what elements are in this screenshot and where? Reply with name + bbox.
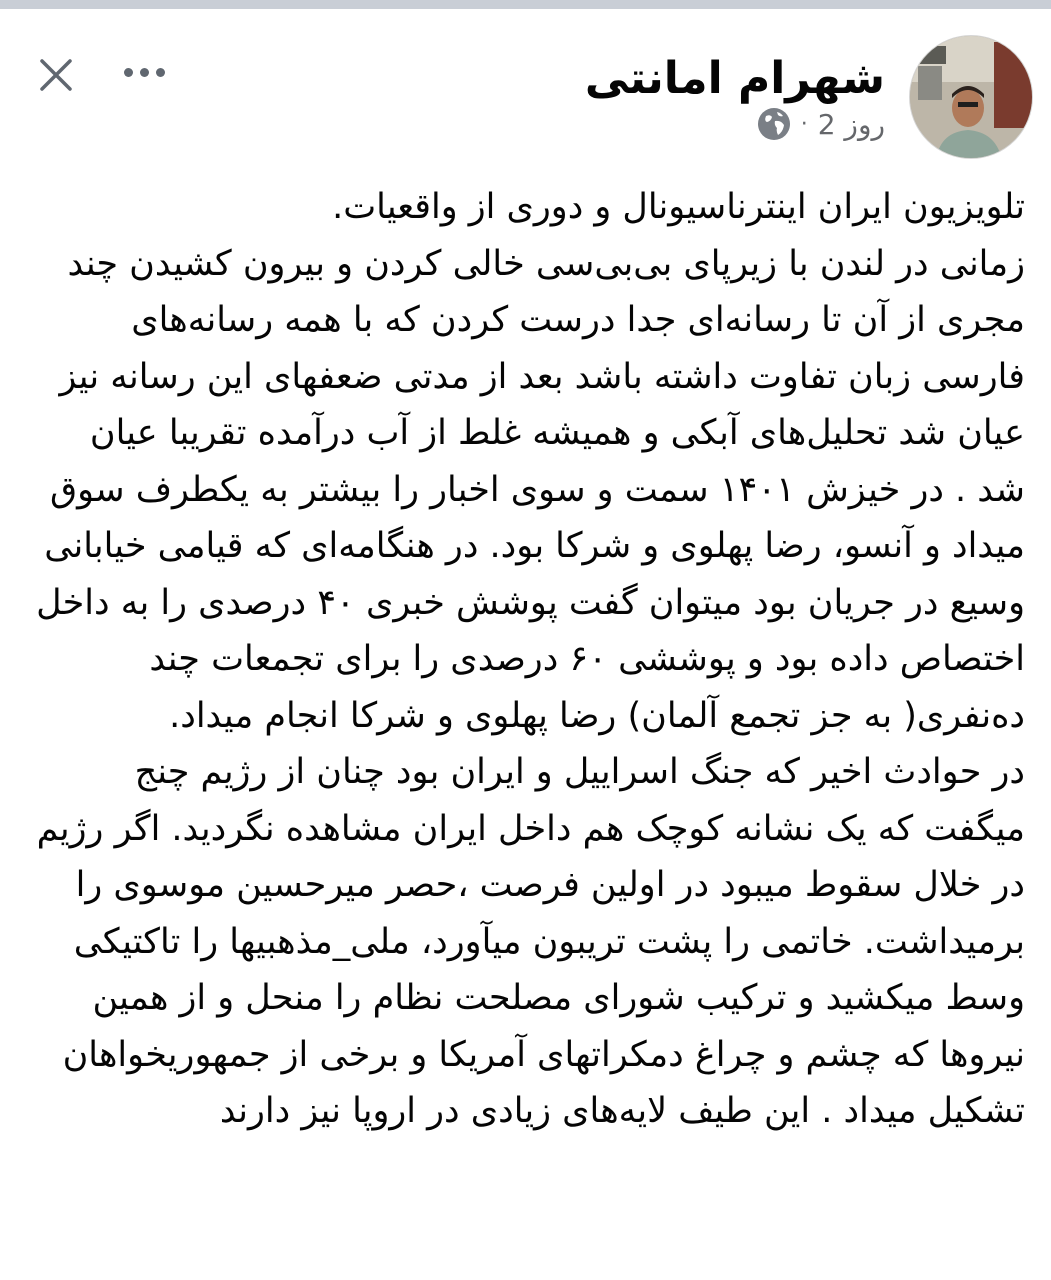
avatar-photo xyxy=(910,36,1033,159)
more-options-button[interactable] xyxy=(118,57,170,87)
close-icon[interactable] xyxy=(36,55,76,95)
post-paragraph: تلویزیون ایران اینترناسیونال و دوری از واقعیات. xyxy=(332,187,1025,227)
post-paragraph: در حوادث اخیر که جنگ اسراییل و ایران بود چنان از رژیم چنج میگفت که یک نشانه کوچک هم داخل ایران مشاهده نگردید. اگر رژیم در خلال سقوط میبود در اولین فرصت ،حصر میرحسین موسوی را برمیداشت. خاتمی را پشت تریبون میآورد، ملی_مذهبیها را تاکتیکی وسط میکشید و ترکیب شورای مصلحت نظام را منحل و از همین نیروها که چشم و چراغ دمکراتهای آمریکا و برخی از جمهوریخواهان تشکیل میداد . این طیف لایه‌های زیادی در اروپا نیز دارند xyxy=(25,752,1025,1131)
post-meta xyxy=(757,103,885,145)
post-paragraph: زمانی در لندن با زیرپای بی‌بی‌سی خالی کردن و بیرون کشیدن چند مجری از آن تا رسانه‌ای جدا درست کردن که با همه رسانه‌های فارسی زبان تفاوت داشته باشد بعد از مدتی ضعفهای این رسانه نیز عیان شد تحلیل‌های آبکی و همیشه غلط از آب درآمده تقریبا عیان شد . در خیزش ۱۴۰۱ سمت و سوی اخبار را بیشتر به یکطرف سوق میداد و آنسو، رضا پهلوی و شرکا بود. در هنگامه‌ای که قیامی خیابانی وسیع در جریان بود میتوان گفت پوشش خبری ۴۰ درصدی را به داخل اختصاص داده بود و پوششی ۶۰ درصدی را برای تجمعات چند ده‌نفری( به جز تجمع آلمان) رضا پهلوی و شرکا انجام میداد. xyxy=(25,243,1025,736)
post-header xyxy=(0,9,1051,169)
globe-icon xyxy=(757,107,791,141)
meta-separator: · xyxy=(800,111,808,137)
more-horizontal-icon xyxy=(156,68,165,77)
post-text xyxy=(25,179,1025,1140)
top-divider-bar xyxy=(0,0,1051,9)
author-name[interactable]: شهرام امانتی xyxy=(584,53,885,104)
avatar[interactable] xyxy=(909,35,1033,159)
more-horizontal-icon xyxy=(140,68,149,77)
more-horizontal-icon xyxy=(124,68,133,77)
post-time[interactable]: 2 روز xyxy=(817,107,885,141)
